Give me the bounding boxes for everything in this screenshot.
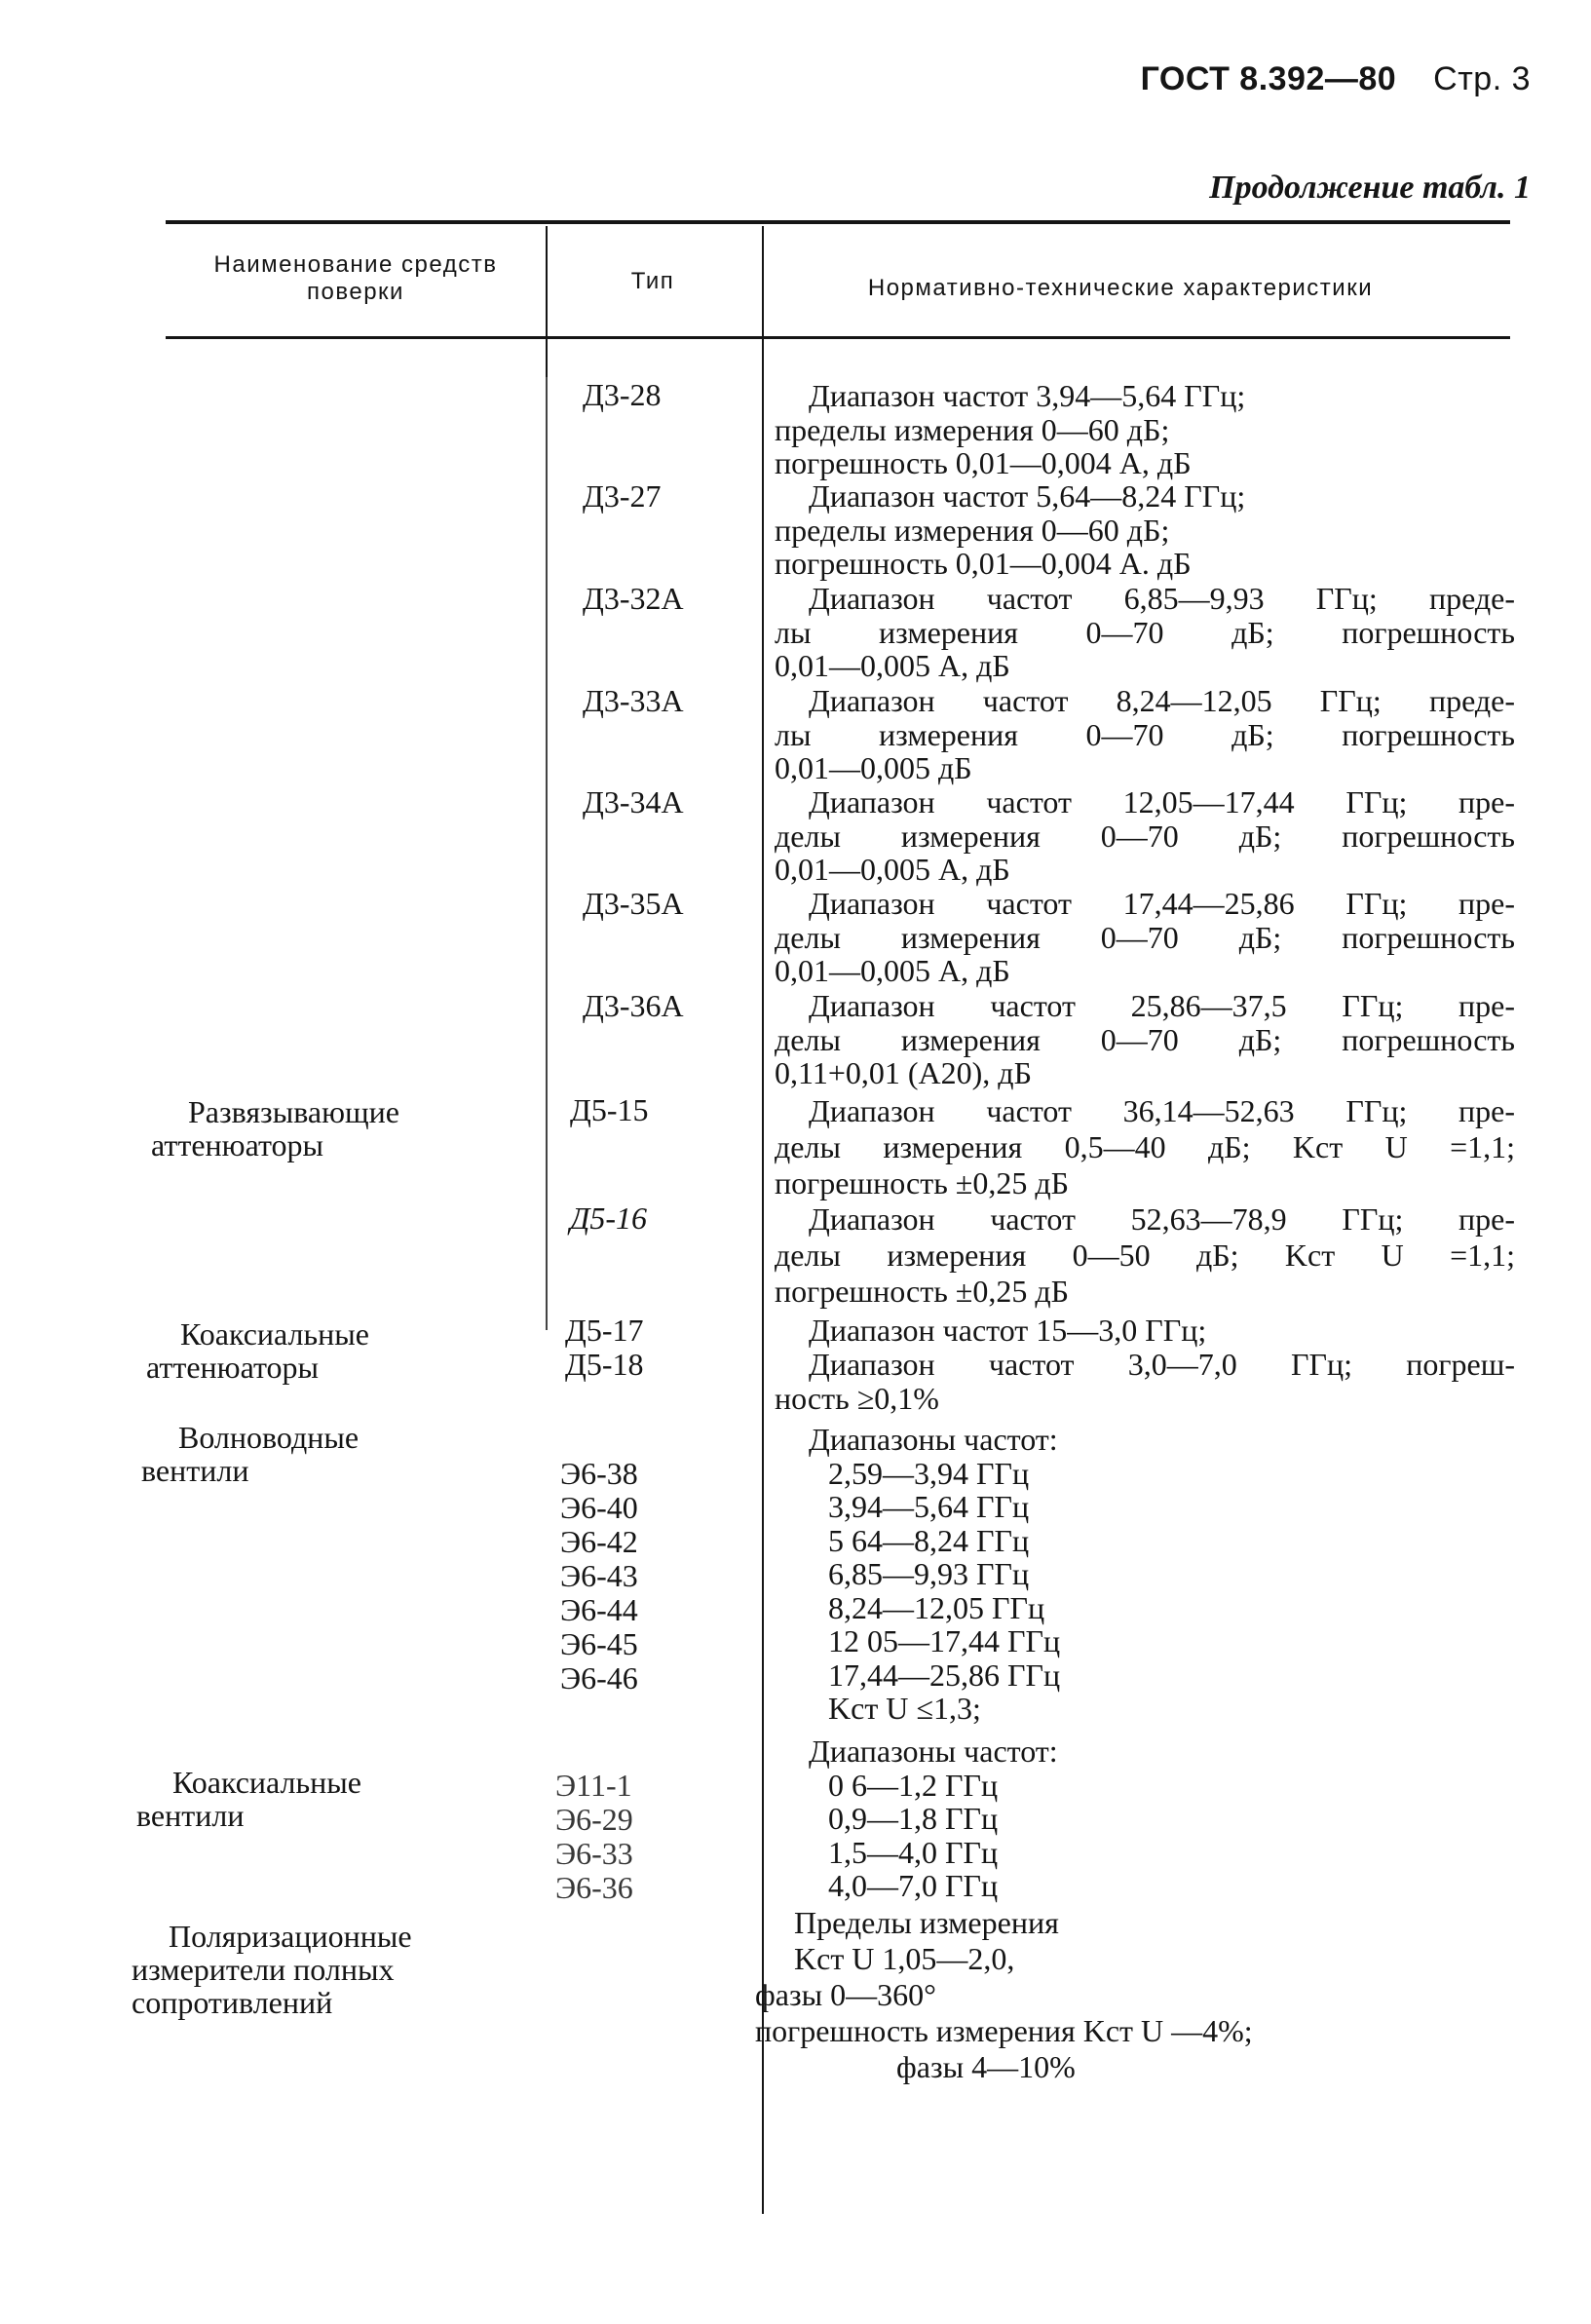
type-d5-16: Д5-16 — [570, 1200, 648, 1236]
type-e6-46: Э6-46 — [560, 1660, 638, 1695]
spec-line: Kст U 1,05—2,0, — [794, 1941, 1015, 1976]
spec-line: 0,9—1,8 ГГц — [828, 1801, 999, 1836]
spec-line: 2,59—3,94 ГГц — [828, 1455, 1030, 1491]
header-type-column — [550, 268, 755, 295]
spec-line: Диапазоны частот: — [809, 1422, 1058, 1457]
header-spec-label: Нормативно-технические характеристики — [867, 275, 1374, 301]
spec-line: 4,0—7,0 ГГц — [828, 1868, 999, 1903]
spec-d3-34a — [775, 785, 1515, 887]
type-d3-32a: Д3-32А — [583, 581, 684, 616]
header-bottom-rule — [166, 336, 1510, 339]
spec-line: Пределы измерения — [794, 1905, 1059, 1940]
header-name-column — [175, 251, 536, 306]
type-d5-18: Д5-18 — [565, 1347, 644, 1382]
spec-line: Диапазон частот 15—3,0 ГГц; — [809, 1313, 1207, 1348]
type-d3-33a: Д3-33А — [583, 683, 684, 718]
spec-line: лы измерения 0—70 дБ; погрешность — [775, 614, 1515, 650]
spec-line: Диапазон частот 36,14—52,63 ГГц; пре- — [809, 1093, 1515, 1128]
spec-d3-36a — [775, 989, 1515, 1090]
standard-number: ГОСТ 8.392—80 — [1140, 60, 1397, 97]
spec-line: погрешность 0,01—0,004 А, дБ — [775, 445, 1192, 480]
spec-line: погрешность 0,01—0,004 А. дБ — [775, 546, 1192, 581]
spec-line: Kст U ≤1,3; — [828, 1691, 981, 1726]
spec-line: Диапазон частот 3,94—5,64 ГГц; — [809, 378, 1246, 413]
spec-d3-28 — [775, 379, 1515, 480]
table-top-rule — [166, 220, 1510, 224]
type-d3-28: Д3-28 — [583, 377, 662, 412]
type-d3-27: Д3-27 — [583, 478, 662, 514]
spec-line: делы измерения 0—50 дБ; Kст U =1,1; — [775, 1238, 1515, 1273]
spec-line: Диапазон частот 6,85—9,93 ГГц; преде- — [809, 581, 1515, 616]
type-d3-34a: Д3-34А — [583, 784, 684, 819]
spec-d5-17 — [775, 1314, 1515, 1348]
label-polarization-meters: Поляризационные измерители полных сопротивлений — [132, 1919, 412, 2020]
label-coaxial-attenuators: Коаксиальные аттенюаторы — [146, 1316, 369, 1385]
spec-d3-33a — [775, 684, 1515, 785]
type-e6-40: Э6-40 — [560, 1490, 638, 1525]
page-header — [1141, 60, 1531, 98]
spec-coaxial-valves — [775, 1734, 1515, 1903]
spec-polarization-meters — [755, 1905, 1496, 2085]
type-e6-45: Э6-45 — [560, 1626, 638, 1661]
spec-line: лы измерения 0—70 дБ; погрешность — [775, 716, 1515, 752]
spec-line: 0,01—0,005 дБ — [775, 750, 972, 785]
spec-line: делы измерения 0—70 дБ; погрешность — [775, 818, 1515, 854]
spec-d3-32a — [775, 582, 1515, 683]
label-waveguide-valves: Волноводные вентили — [141, 1420, 360, 1488]
spec-line: 12 05—17,44 ГГц — [828, 1623, 1061, 1658]
header-spec-column — [770, 275, 1471, 302]
column-divider-1 — [546, 226, 548, 377]
spec-d3-27 — [775, 479, 1515, 581]
spec-line: Диапазон частот 3,0—7,0 ГГц; погреш- — [809, 1347, 1515, 1382]
spec-line: 8,24—12,05 ГГц — [828, 1589, 1045, 1625]
spec-line: делы измерения 0,5—40 дБ; Kст U =1,1; — [775, 1129, 1515, 1164]
type-d5-15: Д5-15 — [570, 1092, 649, 1127]
spec-line: 0 6—1,2 ГГц — [828, 1767, 999, 1803]
spec-d5-18 — [775, 1348, 1515, 1415]
spec-line: делы измерения 0—70 дБ; погрешность — [775, 1021, 1515, 1057]
type-d5-17: Д5-17 — [565, 1313, 644, 1348]
header-type-label: Тип — [630, 268, 675, 294]
spec-line: Диапазон частот 17,44—25,86 ГГц; пре- — [809, 886, 1515, 921]
type-d3-36a: Д3-36А — [583, 988, 684, 1023]
spec-line: 5 64—8,24 ГГц — [828, 1522, 1030, 1558]
column-divider-1-lower — [546, 356, 548, 1330]
spec-d3-35a — [775, 887, 1515, 988]
spec-line: Диапазон частот 12,05—17,44 ГГц; пре- — [809, 784, 1515, 819]
spec-line: погрешность ±0,25 дБ — [775, 1274, 1070, 1309]
spec-line: погрешность измерения Kст U —4%; — [755, 2013, 1253, 2048]
spec-line: Диапазон частот 5,64—8,24 ГГц; — [809, 478, 1246, 514]
type-e6-38: Э6-38 — [560, 1456, 638, 1491]
type-e6-44: Э6-44 — [560, 1592, 638, 1627]
spec-line: 1,5—4,0 ГГц — [828, 1834, 999, 1870]
spec-line: Диапазон частот 52,63—78,9 ГГц; пре- — [809, 1201, 1515, 1237]
spec-line: 6,85—9,93 ГГц — [828, 1556, 1030, 1591]
spec-waveguide-valves — [775, 1423, 1515, 1726]
spec-line: фазы 0—360° — [755, 1977, 936, 2012]
spec-d5-15 — [775, 1093, 1515, 1201]
label-decoupling-attenuators: Развязывающие аттенюаторы — [151, 1094, 399, 1162]
spec-d5-16 — [775, 1201, 1515, 1310]
type-e6-43: Э6-43 — [560, 1558, 638, 1593]
spec-line: пределы измерения 0—60 дБ; — [775, 512, 1170, 548]
spec-line: 0,11+0,01 (А20), дБ — [775, 1055, 1032, 1090]
spec-line: ность ≥0,1% — [775, 1380, 939, 1416]
spec-line: пределы измерения 0—60 дБ; — [775, 411, 1170, 447]
spec-line: 17,44—25,86 ГГц — [828, 1657, 1061, 1693]
spec-line: Диапазон частот 8,24—12,05 ГГц; преде- — [809, 683, 1515, 718]
type-e6-33: Э6-33 — [555, 1836, 633, 1871]
type-e6-42: Э6-42 — [560, 1524, 638, 1559]
spec-line: 0,01—0,005 А, дБ — [775, 852, 1010, 887]
spec-line: Диапазон частот 25,86—37,5 ГГц; пре- — [809, 988, 1515, 1023]
type-e11-1: Э11-1 — [555, 1768, 632, 1803]
type-e6-36: Э6-36 — [555, 1870, 633, 1905]
spec-line: Диапазоны частот: — [809, 1733, 1058, 1769]
spec-line: 0,01—0,005 А, дБ — [775, 953, 1010, 988]
spec-line: фазы 4—10% — [896, 2049, 1076, 2084]
spec-line: 3,94—5,64 ГГц — [828, 1489, 1030, 1524]
spec-line: погрешность ±0,25 дБ — [775, 1165, 1070, 1200]
label-coaxial-valves: Коаксиальные вентили — [136, 1765, 361, 1833]
type-d3-35a: Д3-35А — [583, 886, 684, 921]
type-e6-29: Э6-29 — [555, 1802, 633, 1837]
spec-line: 0,01—0,005 А, дБ — [775, 648, 1010, 683]
spec-line: делы измерения 0—70 дБ; погрешность — [775, 919, 1515, 955]
header-name-label: Наименование средств поверки — [213, 251, 498, 305]
table-continuation-caption: Продолжение табл. 1 — [1209, 170, 1531, 206]
page-number: Стр. 3 — [1433, 60, 1531, 97]
